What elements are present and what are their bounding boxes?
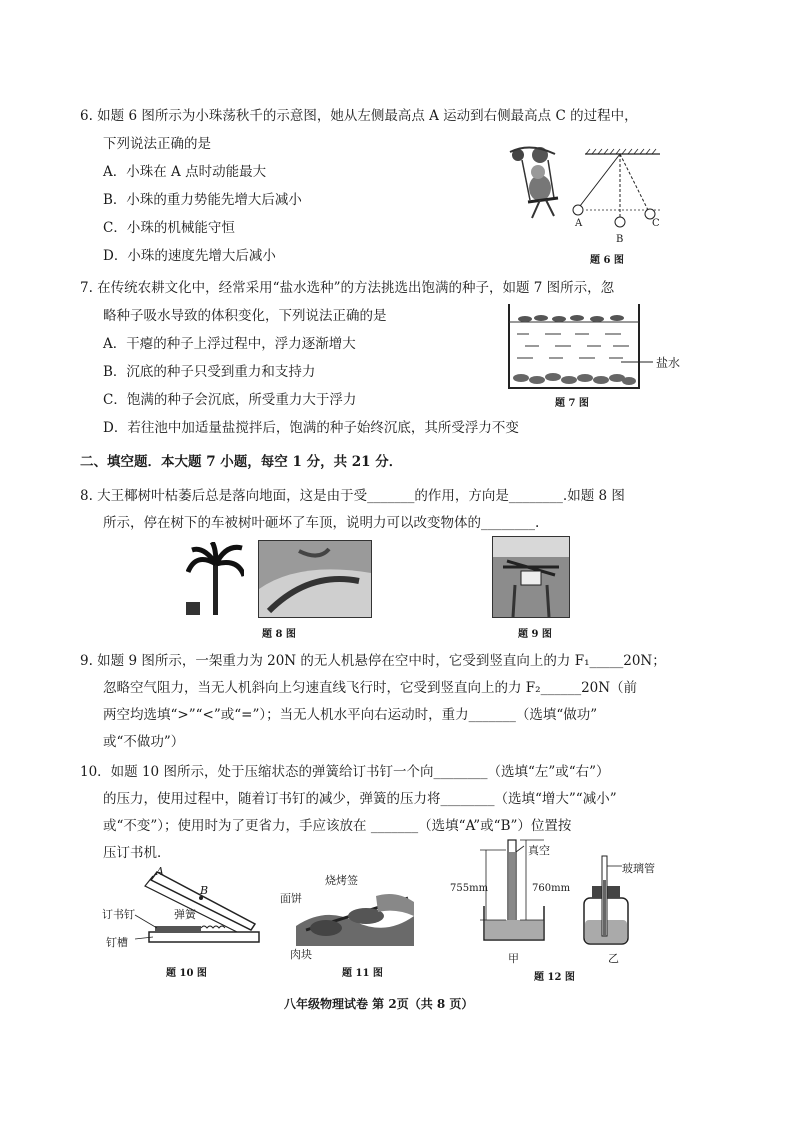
q9-line4: 或“不做功”） <box>103 734 185 750</box>
q6-stem-line1: 6. 如题 6 图所示为小珠荡秋千的示意图，她从左侧最高点 A 运动到右侧最高点 C 的过程中， <box>80 108 638 124</box>
q7-option-b: B．沉底的种子只受到重力和支持力 <box>103 364 316 380</box>
q10-label-spring: 弹簧 <box>174 908 196 921</box>
q6-label-c: C <box>652 218 660 229</box>
q6-label-a: A <box>575 218 583 229</box>
q12-label-vacuum: 真空 <box>528 844 550 857</box>
q6-stem-line2: 下列说法正确的是 <box>103 136 211 152</box>
q6-option-d: D．小珠的速度先增大后减小 <box>103 248 276 264</box>
q7-salt-water-tank-figure <box>505 302 655 392</box>
q6-option-a: A．小珠在 A 点时动能最大 <box>103 164 267 180</box>
page-footer: 八年级物理试卷 第 2页（共 8 页） <box>284 997 474 1011</box>
q6-swing-figure <box>500 140 670 250</box>
q11-label-skewer: 烧烤签 <box>325 874 358 887</box>
q10-label-a: A <box>156 865 164 878</box>
q9-line2: 忽略空气阻力，当无人机斜向上匀速直线飞行时，它受到竖直向上的力 F₂______20N（前 <box>103 680 638 696</box>
q10-line4: 压订书机． <box>103 845 171 861</box>
q12-label-760mm: 760mm <box>532 883 571 894</box>
q10-caption: 题 10 图 <box>166 968 207 979</box>
q7-option-a: A．干瘪的种子上浮过程中，浮力逐渐增大 <box>103 336 356 352</box>
q11-skewer-photo <box>296 886 414 946</box>
q8-line1: 8. 大王椰树叶枯萎后总是落向地面，这是由于受_______的作用，方向是________.如题 8 图 <box>80 488 625 504</box>
q12-caption: 题 12 图 <box>534 972 575 983</box>
q12-label-glass-tube: 玻璃管 <box>622 862 655 875</box>
q10-label-b: B <box>200 884 209 897</box>
q6-option-c: C．小珠的机械能守恒 <box>103 220 235 236</box>
q7-stem-line1: 7. 在传统农耕文化中，经常采用“盐水选种”的方法挑选出饱满的种子，如题 7 图所示，忽 <box>80 280 615 296</box>
q10-label-staple: 订书钉 <box>102 908 135 921</box>
q6-caption: 题 6 图 <box>590 255 624 266</box>
q7-option-c: C．饱满的种子会沉底，所受重力大于浮力 <box>103 392 357 408</box>
q9-caption: 题 9 图 <box>518 629 552 640</box>
q7-label-salt-water: 盐水 <box>656 356 681 370</box>
q9-line3: 两空均选填“>”“<”或“=”）；当无人机水平向右运动时，重力_______（选填“做功” <box>103 707 598 723</box>
q8-damaged-car-photo <box>258 540 372 618</box>
q10-label-groove: 钉槽 <box>106 936 128 949</box>
q9-drone-photo <box>492 536 570 618</box>
q7-stem-line2: 略种子吸水导致的体积变化，下列说法正确的是 <box>103 308 387 324</box>
q8-caption: 题 8 图 <box>262 629 296 640</box>
q9-line1: 9. 如题 9 图所示，一架重力为 20N 的无人机悬停在空中时，它受到竖直向上的力 F₁_____20N； <box>80 653 666 669</box>
q11-caption: 题 11 图 <box>342 968 383 979</box>
q7-caption: 题 7 图 <box>555 398 589 409</box>
q12-label-755mm: 755mm <box>450 883 489 894</box>
q8-line2: 所示，停在树下的车被树叶砸坏了车顶，说明力可以改变物体的________. <box>103 515 540 531</box>
q6-label-b: B <box>616 234 624 245</box>
q10-line1: 10．如题 10 图所示，处于压缩状态的弹簧给订书钉一个向________（选填“左”或“右”） <box>80 764 610 780</box>
q8-palm-tree-photo <box>186 542 244 615</box>
q12-label-jia: 甲 <box>508 952 519 965</box>
q10-line2: 的压力，使用过程中，随着订书钉的减少，弹簧的压力将________（选填“增大”“减小” <box>103 791 617 807</box>
q11-label-meat: 肉块 <box>290 948 312 961</box>
q11-label-pancake: 面饼 <box>280 892 302 905</box>
q6-option-b: B．小珠的重力势能先增大后减小 <box>103 192 302 208</box>
section-fill-in-title: 二、填空题．本大题 7 小题，每空 1 分，共 21 分． <box>80 454 403 470</box>
girl-on-swing-illustration <box>510 147 558 218</box>
q10-line3: 或“不变”）；使用时为了更省力，手应该放在 _______（选填“A”或“B”）位置按 <box>103 818 572 834</box>
q12-barometer-figure <box>470 836 660 958</box>
q7-option-d: D．若往池中加适量盐搅拌后，饱满的种子始终沉底，其所受浮力不变 <box>103 420 519 436</box>
q12-label-yi: 乙 <box>608 952 619 965</box>
